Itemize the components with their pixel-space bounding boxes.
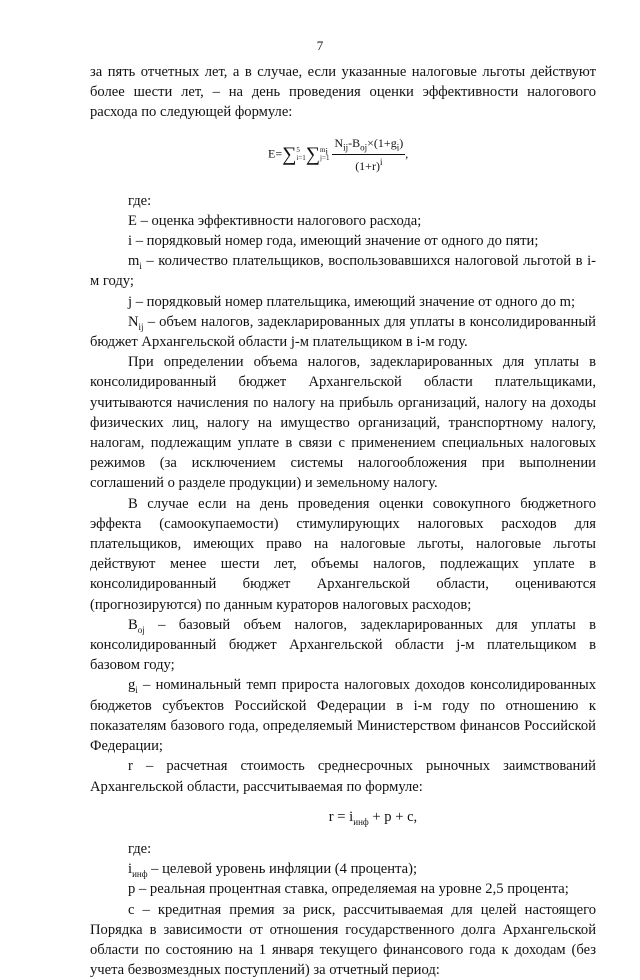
- where-label-1: где:: [128, 192, 152, 209]
- definition-p: p – реальная процентная ставка, определяемая на уровне 2,5 процента;: [128, 881, 569, 898]
- formula-e-fraction: [332, 133, 405, 176]
- formula-e: [90, 129, 596, 187]
- definition-i-inf: $i_{инф}$ – целевой уровень инфляции (4 процента);: [128, 861, 418, 880]
- definition-g: $g_i$ – номинальный темп прироста налоговых доходов консолидированных бюджетов субъектов Российской Федерации в i-м году по отношению к показателям базового года, определяемый Министерством финансов Российской Федерации;: [90, 677, 596, 755]
- paragraph-less-six-years: В случае если на день проведения оценки совокупного бюджетного эффекта (самоокупаемости) стимулирующих налоговых расходов для плательщиков, имеющих право на налоговые льготы, налоговые льготы действуют менее шести лет, объемы налогов, подлежащих уплате в консолидированный бюджет Архангельской области, оцениваются (прогнозируются) по данным кураторов налоговых расходов;: [90, 495, 596, 613]
- definition-m: $m_i$ – количество плательщиков, воспользовавшихся налоговой льготой в i-м году;: [90, 253, 596, 290]
- paragraph-tax-volume: При определении объема налогов, задекларированных для уплаты в консолидированный бюджет Архангельской области плательщиками, учитываются начисления по налогу на прибыль организаций, налогу на доходы физических лиц, налогу на имущество организаций, транспортному налогу, налогам, подлежащим уплате в связи с применением специальных налоговых режимов (за исключением системы налогообложения при выполнении соглашений о разделе продукции) и земельному налогу.: [90, 354, 596, 492]
- definition-c: c – кредитная премия за риск, рассчитываемая для целей настоящего Порядка в зависимости от отношения государственного долга Архангельской области по состоянию на 1 января текущего финансового года к доходам (без учета безвозмездных поступлений) за отчетный период:: [90, 901, 596, 979]
- definition-b: $B_{oj}$ – базовый объем налогов, задекларированных для уплаты в консолидированный бюджет Архангельской области j-м плательщиком в базовом году;: [90, 616, 596, 674]
- page-number: 7: [316, 38, 324, 53]
- document-body: [90, 62, 596, 980]
- formula-e-expression: [268, 133, 408, 176]
- sum-sign-1: ∑: [282, 143, 297, 166]
- definition-e: E – оценка эффективности налогового расхода;: [128, 212, 422, 229]
- definition-r: r – расчетная стоимость среднесрочных рыночных заимствований Архангельской области, рассчитываемая по формуле:: [90, 758, 596, 795]
- formula-e-denominator: $(1+r)^i$: [355, 156, 383, 173]
- paragraph-intro: за пять отчетных лет, а в случае, если указанные налоговые льготы действуют более шести лет, – на день проведения оценки эффективности налогового расхода по следующей формуле:: [90, 64, 596, 121]
- where-label-2: где:: [128, 840, 152, 857]
- sum-limits-2: $m_i$ j=1: [320, 146, 330, 163]
- formula-e-trail: ,: [405, 146, 409, 161]
- definition-j: j – порядковый номер плательщика, имеющий значение от одного до m;: [128, 293, 575, 310]
- definition-i: i – порядковый номер года, имеющий значение от одного до пяти;: [128, 233, 539, 250]
- sum-sign-2: ∑: [305, 143, 321, 166]
- definition-n: $N_{ij}$ – объем налогов, задекларированных для уплаты в консолидированный бюджет Архангельской области j-м плательщиком в i-м году.: [90, 313, 596, 351]
- formula-e-numerator: $N_{ij}-B_{oj}\times(1+g_i)$: [332, 133, 405, 155]
- formula-r: $r = i_{инф} + p + c$,: [328, 808, 418, 827]
- sum-limits-1: 5 i=1: [296, 146, 306, 163]
- formula-e-lhs: E=: [268, 146, 283, 161]
